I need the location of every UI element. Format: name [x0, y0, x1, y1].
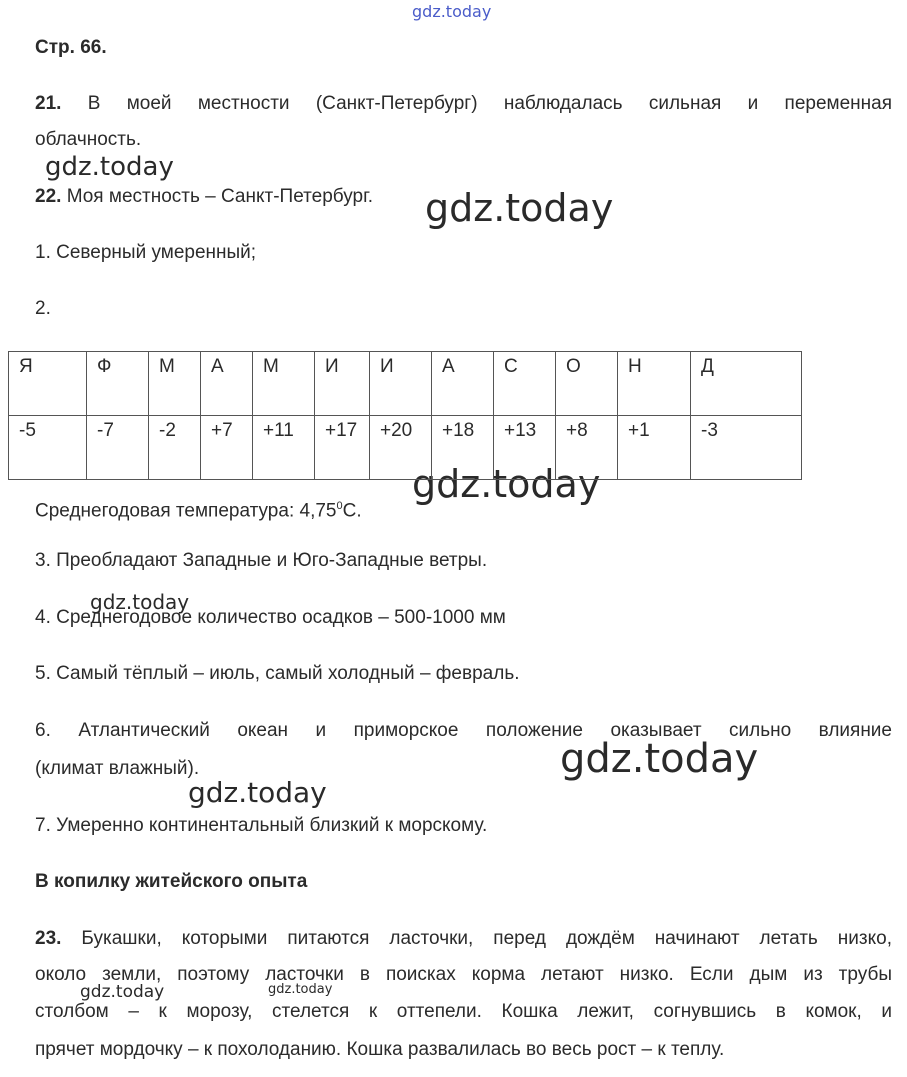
q21-line2: облачность.: [35, 129, 142, 150]
q22-item-4: 4. Среднегодовое количество осадков – 500-1000 мм: [35, 607, 506, 628]
month-cell: С: [494, 352, 556, 416]
temperature-cell: +18: [432, 416, 494, 480]
q23-line3: столбом – к морозу, стелется к оттепели. Кошка лежит, согнувшись в комок, и: [35, 1001, 892, 1022]
q22-item-6-line1: 6. Атлантический океан и приморское положение оказывает сильно влияние: [35, 720, 892, 741]
q22-item-1: 1. Северный умеренный;: [35, 242, 257, 263]
average-temperature-unit: С.: [342, 500, 362, 522]
watermark: gdz.today: [90, 590, 190, 614]
watermark: gdz.today: [80, 982, 165, 1002]
temperature-cell: -7: [87, 416, 149, 480]
q22-text: Моя местность – Санкт-Петербург.: [66, 186, 373, 207]
temperature-table: [8, 351, 802, 480]
q22-item-7: 7. Умеренно континентальный близкий к морскому.: [35, 815, 488, 836]
q21-number: 21.: [35, 93, 62, 114]
temperature-cell: -3: [691, 416, 802, 480]
q23-number: 23.: [35, 928, 62, 949]
q23-line4: прячет мордочку – к похолоданию. Кошка развалилась во весь рост – к теплу.: [35, 1039, 725, 1060]
month-cell: А: [201, 352, 253, 416]
month-cell: Д: [691, 352, 802, 416]
temperature-cell: +13: [494, 416, 556, 480]
temperature-cell: +20: [370, 416, 432, 480]
temperature-cell: +7: [201, 416, 253, 480]
section-title: В копилку житейского опыта: [35, 871, 308, 892]
q22-item-2: 2.: [35, 298, 51, 319]
temperature-cell: -2: [149, 416, 201, 480]
watermark: gdz.today: [412, 462, 601, 506]
q22-number: 22.: [35, 186, 62, 207]
q21-text: В моей местности (Санкт-Петербург) наблюдалась сильная и переменная: [87, 93, 892, 114]
temperature-cell: +11: [253, 416, 315, 480]
q23-line2: около земли, поэтому ласточки в поисках корма летают низко. Если дым из трубы: [35, 964, 892, 985]
month-cell: И: [370, 352, 432, 416]
watermark: gdz.today: [268, 982, 333, 997]
temperature-cell: +17: [315, 416, 370, 480]
month-cell: Н: [618, 352, 691, 416]
month-cell: А: [432, 352, 494, 416]
month-cell: О: [556, 352, 618, 416]
degree-sup: 0: [336, 500, 343, 512]
watermark: gdz.today: [425, 186, 614, 230]
q21-line1: [35, 90, 892, 118]
page-header: Стр. 66.: [35, 37, 107, 58]
month-cell: М: [253, 352, 315, 416]
month-cell: Ф: [87, 352, 149, 416]
q23-line1: [35, 925, 892, 953]
temperature-cell: -5: [9, 416, 87, 480]
q22-heading: [35, 183, 373, 211]
month-cell: И: [315, 352, 370, 416]
q22-item-6-line2: (климат влажный).: [35, 758, 200, 779]
watermark: gdz.today: [188, 776, 327, 809]
q22-item-5: 5. Самый тёплый – июль, самый холодный – февраль.: [35, 663, 520, 684]
month-cell: М: [149, 352, 201, 416]
q23-text: Букашки, которыми питаются ласточки, перед дождём начинают летать низко,: [81, 928, 892, 949]
watermark: gdz.today: [412, 2, 492, 21]
month-cell: Я: [9, 352, 87, 416]
temperature-cell: +8: [556, 416, 618, 480]
temperatures-row: [9, 416, 802, 480]
months-row: [9, 352, 802, 416]
average-temperature: [35, 492, 362, 525]
watermark: gdz.today: [560, 736, 759, 782]
watermark: gdz.today: [45, 152, 174, 182]
average-temperature-label: Среднегодовая температура: 4,75: [35, 500, 337, 522]
temperature-cell: +1: [618, 416, 691, 480]
q22-item-3: 3. Преобладают Западные и Юго-Западные ветры.: [35, 550, 488, 571]
